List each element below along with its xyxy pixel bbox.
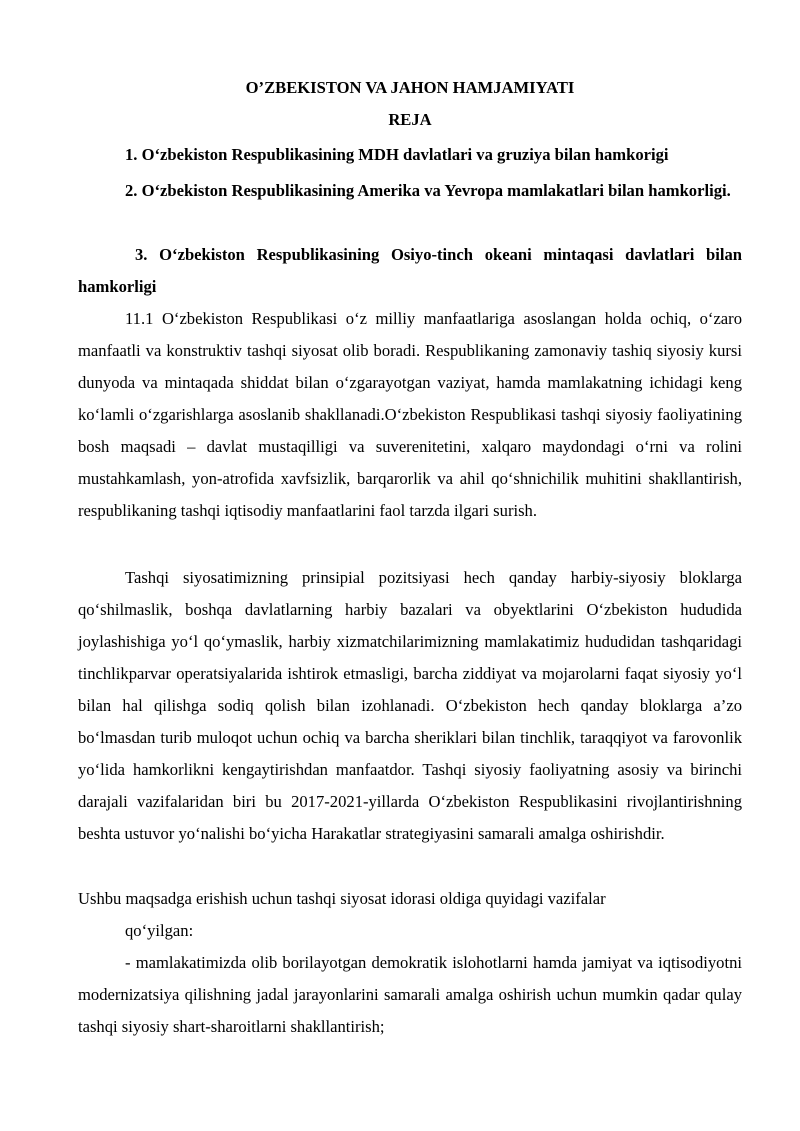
body-paragraph-4: - mamlakatimizda olib borilayotgan demokratik islohotlarni hamda jamiyat va iqtisodiyotni modernizatsiya qilishning jadal jarayonlarini samarali amalga oshirish uchun mumkin qadar qulay tashqi siyosiy shart-sharoitlarni shakllantirish;: [78, 953, 742, 1036]
document-title: O’ZBEKISTON VA JAHON HAMJAMIYATI: [245, 78, 575, 97]
plan-item-1: 1. O‘zbekiston Respublikasining MDH davlatlari va gruziya bilan hamkorigi: [125, 145, 669, 164]
body-paragraph-1: 11.1 O‘zbekiston Respublikasi o‘z milliy manfaatlariga asoslangan holda ochiq, o‘zaro manfaatli va konstruktiv tashqi siyosat olib boradi. Respublikaning zamonaviy tashiq siyosiy kursi dunyoda va mintaqada shiddat bilan o‘zgarayotgan vaziyat, hamda mamlakatning ichidagi keng ko‘lamli o‘zgarishlarga asoslanib shakllanadi.O‘zbekiston Respublikasi tashqi siyosiy faoliyatining bosh maqsadi – davlat mustaqilligi va suverenitetini, xalqaro maydondagi o‘rni va rolini mustahkamlash, yon-atrofida xavfsizlik, barqarorlik va ahil qo‘shnichilik muhitini shakllantirish, respublikaning tashqi iqtisodiy manfaatlarini faol tarzda ilgari surish.: [78, 309, 742, 520]
plan-item-2: 2. O‘zbekiston Respublikasining Amerika va Yevropa mamlakatlari bilan hamkorligi.: [125, 181, 731, 200]
body-paragraph-2: Tashqi siyosatimizning prinsipial pozitsiyasi hech qanday harbiy-siyosiy bloklarga qo‘shilmaslik, boshqa davlatlarning harbiy bazalari va obyektlarini O‘zbekiston hududida joylashishiga yo‘l qo‘ymaslik, harbiy xizmatchilarimizning mamlakatimiz hududidan tashqaridagi tinchlikparvar operatsiyalarida ishtirok etmasligi, barcha ziddiyat va mojarolarni faqat siyosiy yo‘l bilan hal qilishga sodiq qolish bilan izohlanadi. O‘zbekiston hech qanday bloklarga a’zo bo‘lmasdan turib muloqot uchun ochiq va barcha sheriklari bilan tinchlik, taraqqiyot va farovonlik yo‘lida hamkorlikni kengaytirishdan manfaatdor. Tashqi siyosiy faoliyatning asosiy va birinchi darajali vazifalaridan biri bu 2017-2021-yillarda O‘zbekiston Respublikasini rivojlantirishning beshta ustuvor yo‘nalishi bo‘yicha Harakatlar strategiyasini samarali amalga oshirishdir.: [78, 568, 742, 843]
body-paragraph-3-line: Ushbu maqsadga erishish uchun tashqi siyosat idorasi oldiga quyidagi vazifalar: [78, 889, 606, 908]
body-paragraph-3-continuation: qo‘yilgan:: [125, 921, 194, 940]
plan-heading: REJA: [388, 110, 432, 129]
plan-item-3: 3. O‘zbekiston Respublikasining Osiyo-tinch okeani mintaqasi davlatlari bilan hamkorligi: [78, 245, 742, 296]
body-paragraph-3: [78, 883, 742, 947]
